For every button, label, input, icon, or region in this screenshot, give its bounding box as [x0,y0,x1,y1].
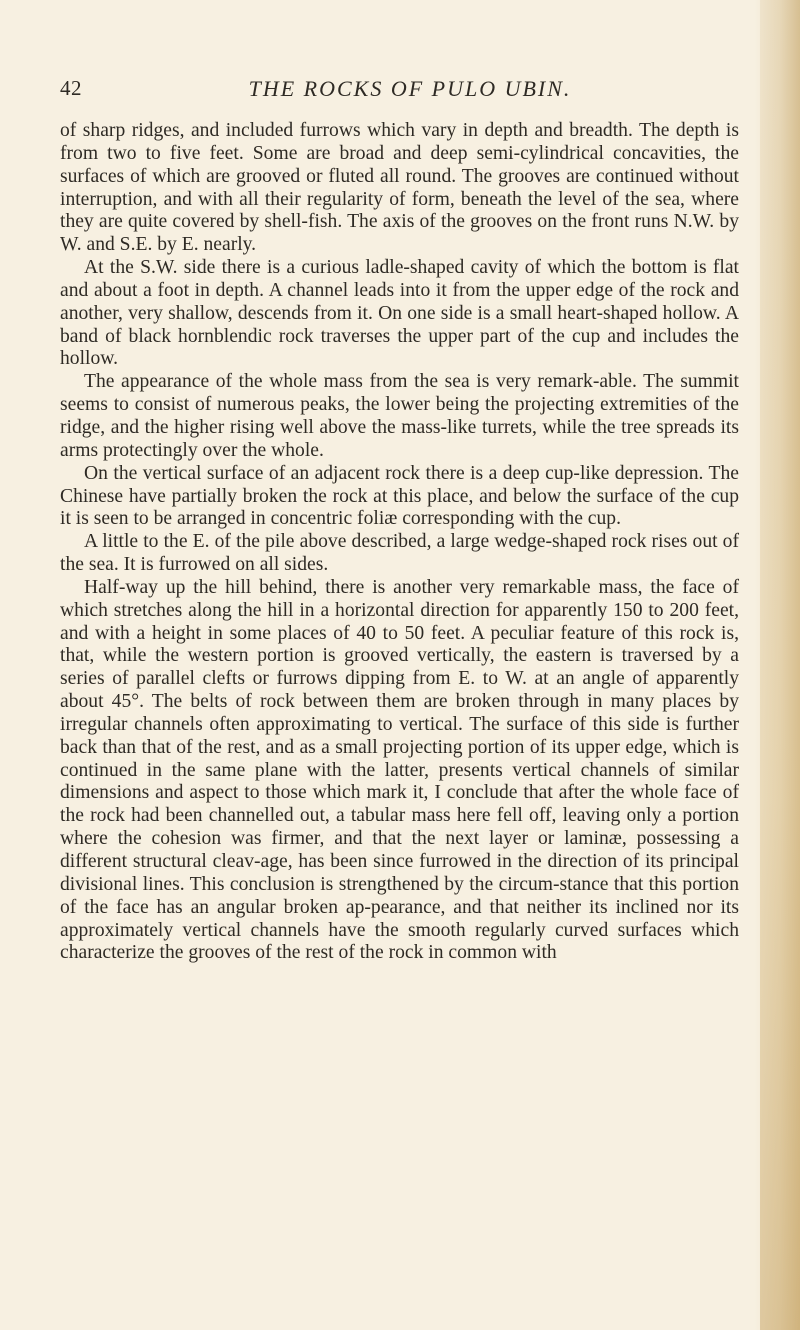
paragraph: At the S.W. side there is a curious ladle-shaped cavity of which the bottom is flat and about a foot in depth. A channel leads into it from the upper edge of the rock and another, very shallow, descends from it. On one side is a small heart-shaped hollow. A band of black hornblendic rock traverses the upper part of the cup and includes the hollow. [60,257,739,370]
paragraph: A little to the E. of the pile above described, a large wedge-shaped rock rises out of the sea. It is furrowed on all sides. [60,531,739,576]
paragraph: On the vertical surface of an adjacent rock there is a deep cup-like depression. The Chinese have partially broken the rock at this place, and below the surface of the cup it is seen to be arranged in concentric foliæ corresponding with the cup. [60,462,739,530]
paragraph: The appearance of the whole mass from the sea is very remark-able. The summit seems to consist of numerous peaks, the lower being the projecting extremities of the ridge, and the higher rising well above the mass-like turrets, while the tree spreads its arms protectingly over the whole. [60,371,739,461]
page-header [60,76,760,106]
paragraph: of sharp ridges, and included furrows which vary in depth and breadth. The depth is from two to five feet. Some are broad and deep semi-cylindrical concavities, the surfaces of which are grooved or fluted all round. The grooves are continued without interruption, and with all their regularity of form, beneath the level of the sea, where they are quite covered by shell-fish. The axis of the grooves on the front runs N.W. by W. and S.E. by E. nearly. [60,120,739,256]
paragraph: Half-way up the hill behind, there is another very remarkable mass, the face of which stretches along the hill in a horizontal direction for apparently 150 to 200 feet, and with a height in some places of 40 to 50 feet. A peculiar feature of this rock is, that, while the western portion is grooved vertically, the eastern is traversed by a series of parallel clefts or furrows dipping from E. to W. at an angle of apparently about 45°. The belts of rock between them are broken through in many places by irregular channels often approximating to vertical. The surface of this side is further back than that of the rest, and as a small projecting portion of its upper edge, which is continued in the same plane with the latter, presents vertical channels of similar dimensions and aspect to those which mark it, I conclude that after the whole face of the rock had been channelled out, a tabular mass here fell off, leaving only a portion where the cohesion was firmer, and that the next layer or laminæ, possessing a different structural cleav-age, has been since furrowed in the direction of its principal divisional lines. This conclusion is strengthened by the circum-stance that this portion of the face has an angular broken ap-pearance, and that neither its inclined nor its approximately vertical channels have the smooth regularly curved surfaces which characterize the grooves of the rest of the rock in common with [60,576,739,964]
running-head: THE ROCKS OF PULO UBIN. [248,76,572,101]
body-text [60,120,739,965]
page-edge-stain [760,0,800,1330]
page-number: 42 [60,76,82,100]
